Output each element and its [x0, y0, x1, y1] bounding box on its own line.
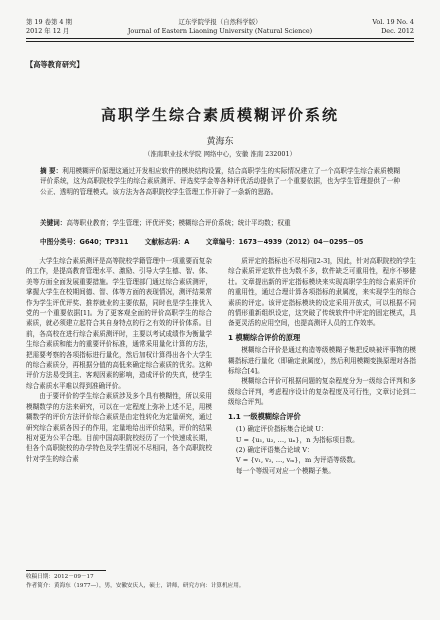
header-journal [26, 18, 414, 36]
abstract [40, 166, 400, 197]
body-column-right [228, 256, 416, 476]
abstract-text: 利用模糊评价原理这通过开发相应软件的模块结构设置，结合高职学生的实际情况建立了一个高职学生综合素质模糊评价系统，这为高职院校学生的综合素质测评、评选奖学金等各种评优活动提供了一个重要依据，也为学生管理提供了一种公正、透明的管理模式。该方法为各高职院校学生管理工作开辟了一条新的思路。 [40, 167, 401, 196]
header-rule-thin [26, 41, 414, 42]
footnote-received: 收稿日期：2012－09－17 [26, 574, 94, 580]
body-paragraph: 由于要评价的学生综合素质涉及多个具有模糊性，所以采用模糊数学的方法来研究，可以在一定程度上弥补上述不足，用模糊数学的评价方法评价综合素质是由定性转化为定量研究，通过研究综合素质各因子的作用，定量地给出评价结果，评价的结果相对更为公平合理。目前中国高职院校经历了一个快速成长期，但各个高职院校的办学特色及学生情况不尽相同，各个高职院校针对学生的综合素 [26, 392, 212, 463]
body-paragraph: 质评定的指标也不尽相同[2-3]，因此，针对高职院校的学生综合素质评定软件也为数不多，软件缺乏可重用性，程序不够健壮。文章提出新的评定指标模块来实现高职学生的综合素质评价的重用性，通过合理计算各项指标的隶属度，来实现学生的综合素质的评定。该评定指标模块的设定采用开放式，可以根据不同的情形重新组织设定，这突破了传统软件中评定的固定模式，具备更灵活的应用空间，也提高测评人员的工作效率。 [228, 257, 416, 328]
body-paragraph: 大学生综合素质测评是高等院校学籍管理中一项重要而复杂的工作，是提高教育管理水平、激励、引导大学生德、智、体、美等方面全面发展重要措施。学生管理部门通过综合素质测评，掌握大学生在校期间德、智、体等方面的表现情况，测评结果常作为学生评优评奖、推荐就业的主要依据，同时也是学生推优入党的一个重要依据[1]。为了更客观全面的评价高职学生的综合素质，就必须建立起符合其自身特点的行之有效的评价体系。目前，各高校在进行综合素质测评时，主要以考试成绩作为衡量学生综合素质和能力的重要评价标准，通常采用量化计算的方法，把需要考察的各项指标进行量化，然后加权计算得出各个大学生的综合素质分，再根据分值的高低来确定综合素质的优劣。这种评价方法易受到主、客观因素的影响，造成评价的失真，使学生综合素质水平难以得到准确评价。 [26, 257, 212, 390]
abstract-label: 摘 要： [40, 167, 63, 175]
header-vol-en [372, 18, 414, 36]
definition-line: (2) 确定评语集合论域 V： [235, 445, 314, 454]
header-volume-issue: 第 19 卷第 4 期 [26, 18, 72, 26]
definition-line: (1) 确定评价指标集合论域 U： [235, 425, 328, 434]
keywords-label: 关键词： [40, 219, 67, 227]
definition-line: U = {u₁, u₂, …, uₙ}，n 为指标项目数。 [235, 435, 359, 444]
clc-number: 中图分类号：G640；TP311 [40, 238, 129, 246]
header-date-en: Dec. 2012 [381, 27, 414, 35]
footnote-rule [26, 570, 106, 571]
footnote [26, 573, 414, 591]
header-volume-en: Vol. 19 No. 4 [372, 18, 414, 26]
definition-line: V = {v₁, v₂, …, vₘ}，m 为评语等级数。 [235, 456, 360, 465]
article-title: 高职学生综合素质模糊评价系统 [100, 106, 339, 124]
definition-line: 每一个等级可对应一个模糊子集。 [235, 466, 335, 475]
header-date-cn: 2012 年 12 月 [26, 27, 70, 35]
body-paragraph: 模糊综合评价可根据问题的复杂程度分为一级综合评判和多级综合评判，考虑程序设计的复杂程度及可行性，文章讨论到二级综合评判。 [228, 377, 416, 407]
body-column-left [26, 256, 212, 464]
section-tag: 【高等教育研究】 [26, 60, 84, 69]
classification-line [40, 236, 414, 246]
subsection-heading: 1.1 一级模糊综合评价 [228, 411, 301, 421]
keywords [40, 218, 400, 228]
keywords-text: 高等职业教育；学生管理；评优评奖；模糊综合评价系统；统计平均数；权重 [66, 219, 291, 227]
article-author: 黄海东 [206, 137, 234, 147]
section-heading: 1 模糊综合评价的原理 [228, 332, 301, 342]
header-journal-en: Journal of Eastern Liaoning University (Natural Science) [127, 27, 313, 35]
body-paragraph: 模糊综合评价是通过构造等级模糊子集把反映被评事物的模糊指标进行量化（即确定隶属度），然后利用模糊变换原理对各指标综合[4]。 [228, 346, 416, 376]
article-number: 文章编号：1673－4939（2012）04－0295－05 [205, 238, 364, 246]
document-code: 文献标志码：A [144, 238, 190, 246]
author-affiliation: （淮南职业技术学院 网络中心，安徽 淮南 232001） [144, 150, 296, 158]
header-journal-cn: 辽东学院学报（自然科学版） [178, 18, 262, 26]
footnote-bio: 作者简介：黄海东（1977—），男，安徽安庆人，硕士，讲师，研究方向：计算机应用。 [26, 583, 245, 589]
running-header [26, 18, 414, 48]
header-rule [26, 38, 414, 39]
